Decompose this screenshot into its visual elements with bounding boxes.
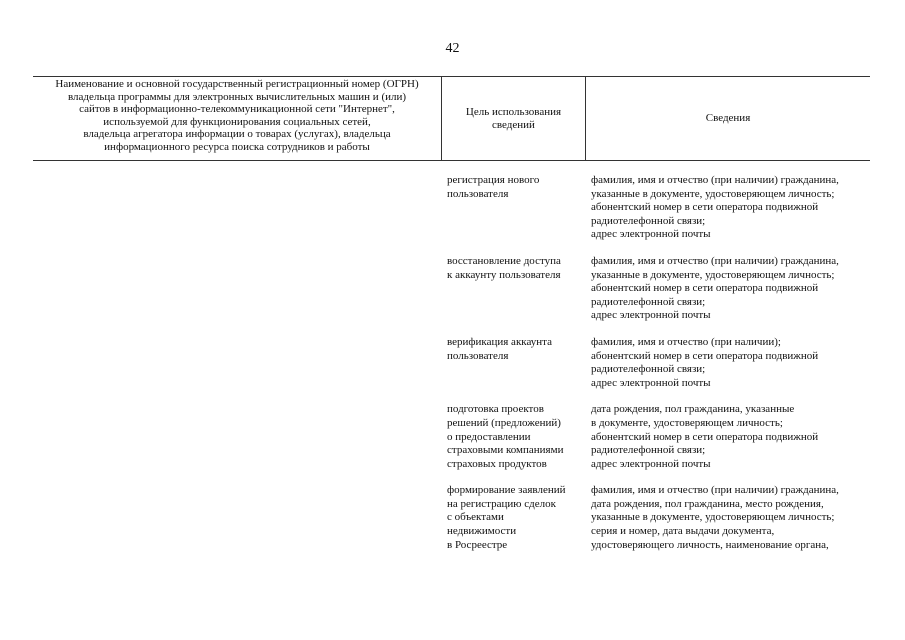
table-row (447, 403, 887, 471)
row-info: фамилия, имя и отчество (при наличии) гражданина, указанные в документе, удостоверяющем личность; абонентский номер в сети оператора подвижной радиотелефонной связи; адрес электронной почты (591, 174, 839, 241)
header-owner: Наименование и основной государственный регистрационный номер (ОГРН) владельца программы для электронных вычислительных машин и (или) сайтов в информационно-телекоммуникационной сети "Интернет", используемой для функционирования социальных сетей, владельца агрегатора информации о товарах (услугах), владельца информационного ресурса поиска сотрудников и работы (55, 78, 419, 153)
row-purpose: восстановление доступа к аккаунту пользователя (447, 254, 561, 281)
table-row (447, 255, 887, 323)
row-purpose: подготовка проектов решений (предложений) о предоставлении страховыми компаниями страховых продуктов (447, 403, 564, 470)
row-info: фамилия, имя и отчество (при наличии) гражданина, дата рождения, пол гражданина, место рождения, указанные в документе, удостоверяющем личность; серия и номер, дата выдачи документа, удостоверяющего личность, наименование органа, (591, 484, 839, 551)
table-header (33, 76, 870, 161)
row-purpose: регистрация нового пользователя (447, 174, 540, 200)
table-row (447, 174, 887, 242)
header-purpose: Цель использования сведений (441, 77, 585, 160)
page-number: 42 (445, 41, 460, 56)
table-row (447, 484, 887, 552)
row-info: фамилия, имя и отчество (при наличии); абонентский номер в сети оператора подвижной радиотелефонной связи; адрес электронной почты (591, 335, 819, 389)
header-info: Сведения (585, 77, 870, 160)
table-row (447, 336, 887, 390)
row-info: дата рождения, пол гражданина, указанные в документе, удостоверяющем личность; абонентский номер в сети оператора подвижной радиотелефонной связи; адрес электронной почты (591, 403, 819, 470)
row-purpose: формирование заявлений на регистрацию сделок с объектами недвижимости в Росреестре (447, 484, 566, 551)
row-purpose: верификация аккаунта пользователя (447, 335, 552, 362)
row-info: фамилия, имя и отчество (при наличии) гражданина, указанные в документе, удостоверяющем личность; абонентский номер в сети оператора подвижной радиотелефонной связи; адрес электронной почты (591, 254, 839, 322)
table-body (447, 174, 887, 565)
